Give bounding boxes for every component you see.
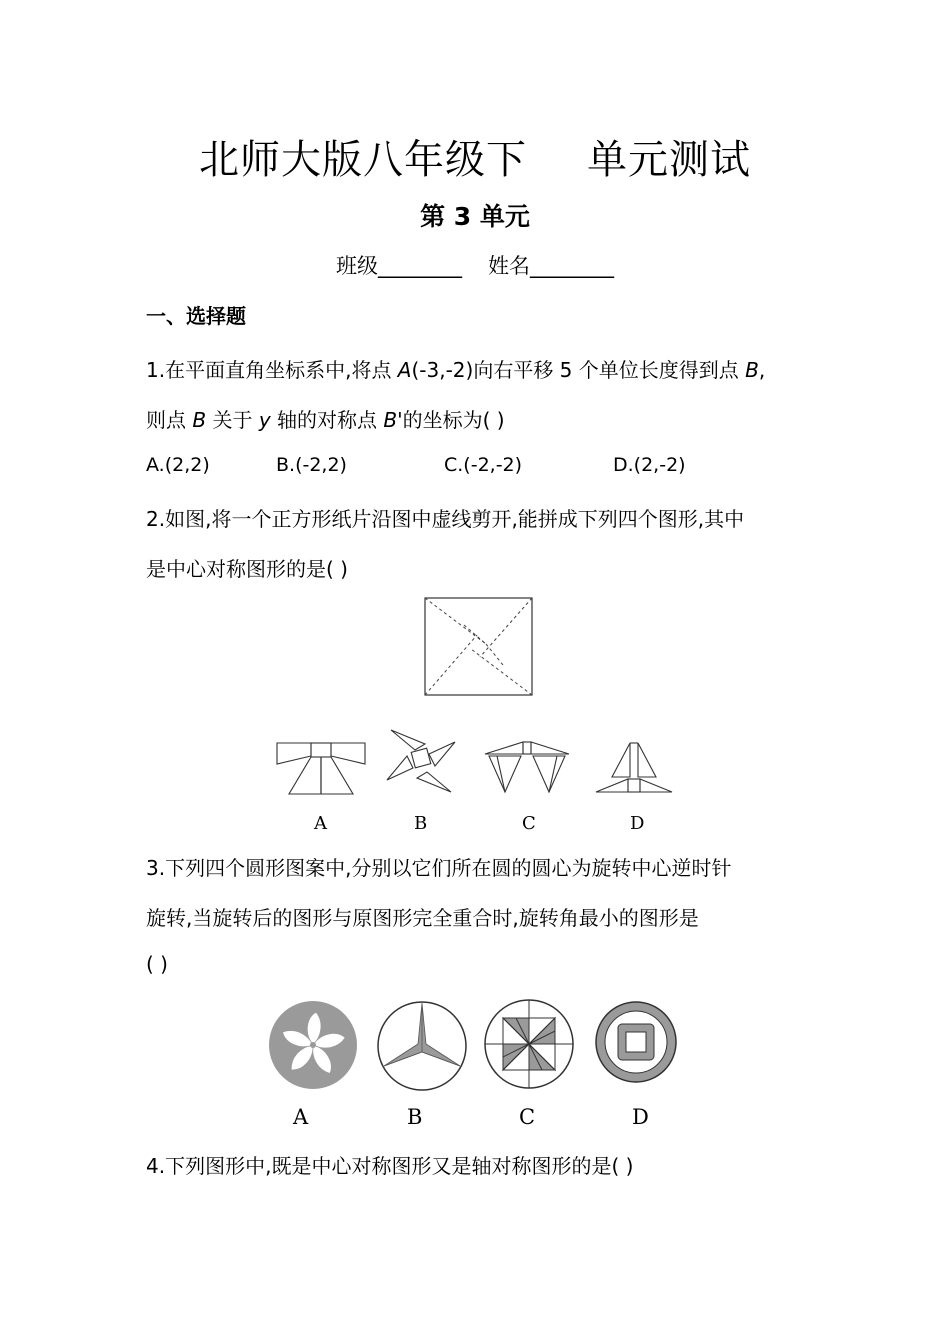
q1-point-b-prime: B': [383, 408, 403, 432]
q2-label-b: B: [414, 813, 428, 834]
q1-option-b[interactable]: B.(-2,2): [276, 454, 347, 476]
q2-label-d: D: [630, 813, 645, 834]
q3-circle-a-flower: [268, 1000, 358, 1090]
q2-label-c: C: [522, 813, 536, 834]
q1-text: 轴的对称点: [270, 408, 384, 432]
q2-square-figure: [424, 597, 534, 697]
name-field: 姓名________: [488, 254, 614, 278]
q2-shape-d: [594, 741, 674, 795]
q1-text: (-3,-2)向右平移 5 个单位长度得到点: [411, 358, 746, 382]
q1-point-a: A: [397, 358, 412, 382]
q1-y-axis: y: [258, 408, 271, 432]
q3-circle-b-star: [376, 1000, 468, 1092]
q1-point-b: B: [745, 358, 759, 382]
q2-shape-b: [385, 728, 457, 794]
section-heading: 一、选择题: [146, 304, 246, 328]
q3-label-d: D: [632, 1105, 649, 1129]
q1-text: ,: [758, 358, 766, 382]
q1-text: 的坐标为( ): [402, 408, 505, 432]
title-right: 单元测试: [587, 137, 751, 183]
q3-label-c: C: [519, 1105, 536, 1129]
q3-circle-d-coin: [594, 1000, 678, 1084]
q3-line2: 旋转,当旋转后的图形与原图形完全重合时,旋转角最小的图形是: [146, 906, 699, 930]
q1-line2: [146, 404, 505, 433]
q1-option-c[interactable]: C.(-2,-2): [444, 454, 523, 476]
class-name-line: [0, 250, 950, 280]
q1-text: 则点: [146, 408, 193, 432]
q1-text: 1.在平面直角坐标系中,将点: [146, 358, 398, 382]
q1-text: 关于: [206, 408, 259, 432]
q3-label-b: B: [407, 1105, 423, 1129]
q2-line2: 是中心对称图形的是( ): [146, 557, 348, 581]
q3-line3: ( ): [146, 952, 168, 976]
q2-shape-c: [483, 738, 571, 796]
q1-option-d[interactable]: D.(2,-2): [613, 454, 686, 476]
page-title: [0, 128, 950, 185]
q1-point-b: B: [192, 408, 207, 432]
q2-shape-a: [275, 740, 367, 798]
q1-option-a[interactable]: A.(2,2): [146, 454, 210, 476]
q3-line1: 3.下列四个圆形图案中,分别以它们所在圆的圆心为旋转中心逆时针: [146, 856, 732, 880]
q1-line1: [146, 354, 765, 383]
class-field: 班级________: [336, 254, 462, 278]
q3-circle-c-pinwheel: [483, 998, 575, 1090]
title-left: 北师大版八年级下: [199, 137, 527, 183]
q3-label-a: A: [293, 1105, 309, 1129]
q4-line1: 4.下列图形中,既是中心对称图形又是轴对称图形的是( ): [146, 1154, 634, 1178]
q2-label-a: A: [314, 813, 327, 834]
unit-subtitle: 第 3 单元: [420, 202, 530, 231]
q2-line1: 2.如图,将一个正方形纸片沿图中虚线剪开,能拼成下列四个图形,其中: [146, 507, 745, 531]
